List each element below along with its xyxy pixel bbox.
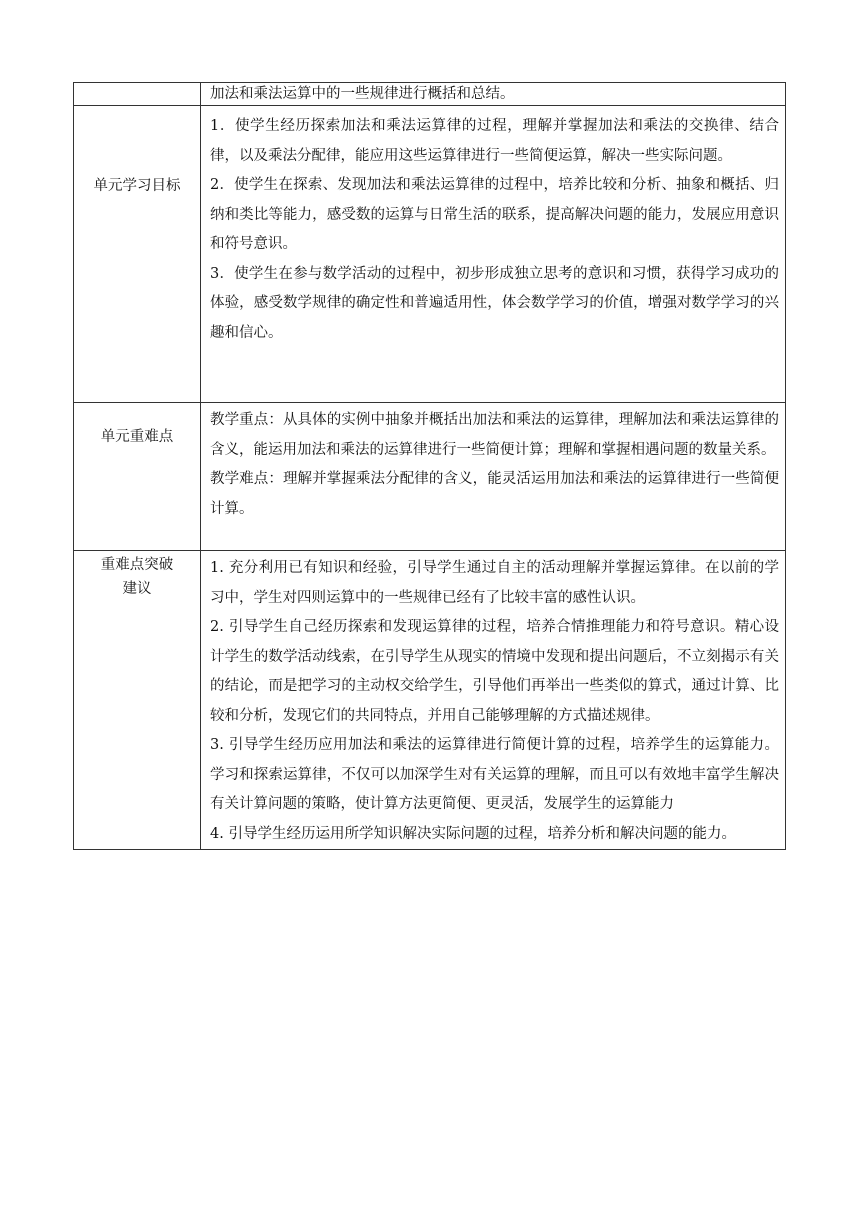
- paragraph: 教学重点：从具体的实例中抽象并概括出加法和乘法的运算律，理解加法和乘法运算律的含义，能运用加法和乘法的运算律进行一些简便计算；理解和掌握相遇问题的数量关系。: [210, 412, 779, 458]
- paragraph: 2. 引导学生自己经历探索和发现运算律的过程，培养合情推理能力和符号意识。精心设计学生的数学活动线索，在引导学生从现实的情境中发现和提出问题后，不立刻揭示有关的结论，而是把学习的主动权交给学生，引导他们再举出一些类似的算式，通过计算、比较和分析，发现它们的共同特点，并用自己能够理解的方式描述规律。: [210, 619, 779, 724]
- row-label-empty: [74, 83, 201, 106]
- row-content: [201, 83, 786, 106]
- row-label: [74, 551, 201, 850]
- paragraph: 2．使学生在探索、发现加法和乘法运算律的过程中，培养比较和分析、抽象和概括、归纳和类比等能力，感受数的运算与日常生活的联系，提高解决问题的能力，发展应用意识和符号意识。: [210, 177, 779, 252]
- row-content: [201, 403, 786, 551]
- paragraph: 1．使学生经历探索加法和乘法运算律的过程，理解并掌握加法和乘法的交换律、结合律，以及乘法分配律，能应用这些运算律进行一些简便运算，解决一些实际问题。: [210, 118, 779, 164]
- row-label: [74, 403, 201, 551]
- row-content: [201, 106, 786, 403]
- row-label-text: 单元学习目标: [93, 178, 181, 194]
- lesson-plan-table: [73, 82, 786, 850]
- paragraph: 3．使学生在参与数学活动的过程中，初步形成独立思考的意识和习惯，获得学习成功的体验，感受数学规律的确定性和普遍适用性，体会数学学习的价值，增强对数学学习的兴趣和信心。: [210, 265, 779, 341]
- row-label-text: 单元重难点: [100, 429, 174, 445]
- row-label-line: 重难点突破: [100, 557, 174, 573]
- table-row: [74, 551, 786, 850]
- paragraph: 加法和乘法运算中的一些规律进行概括和总结。: [210, 86, 515, 102]
- table-row: [74, 106, 786, 403]
- row-label: [74, 106, 201, 403]
- paragraph: 教学难点：理解并掌握乘法分配律的含义，能灵活运用加法和乘法的运算律进行一些简便计算。: [210, 471, 779, 517]
- row-label-line: 建议: [122, 581, 152, 597]
- paragraph: 1. 充分利用已有知识和经验，引导学生通过自主的活动理解并掌握运算律。在以前的学习中，学生对四则运算中的一些规律已经有了比较丰富的感性认识。: [210, 560, 779, 606]
- paragraph: 4. 引导学生经历运用所学知识解决实际问题的过程，培养分析和解决问题的能力。: [210, 825, 736, 842]
- table-row: [74, 83, 786, 106]
- paragraph: 3. 引导学生经历应用加法和乘法的运算律进行简便计算的过程，培养学生的运算能力。学习和探索运算律，不仅可以加深学生对有关运算的理解，而且可以有效地丰富学生解决有关计算问题的策略，使计算方法更简便、更灵活，发展学生的运算能力: [210, 737, 779, 812]
- row-content: [201, 551, 786, 850]
- row-label-text: [74, 551, 200, 601]
- table-row: [74, 403, 786, 551]
